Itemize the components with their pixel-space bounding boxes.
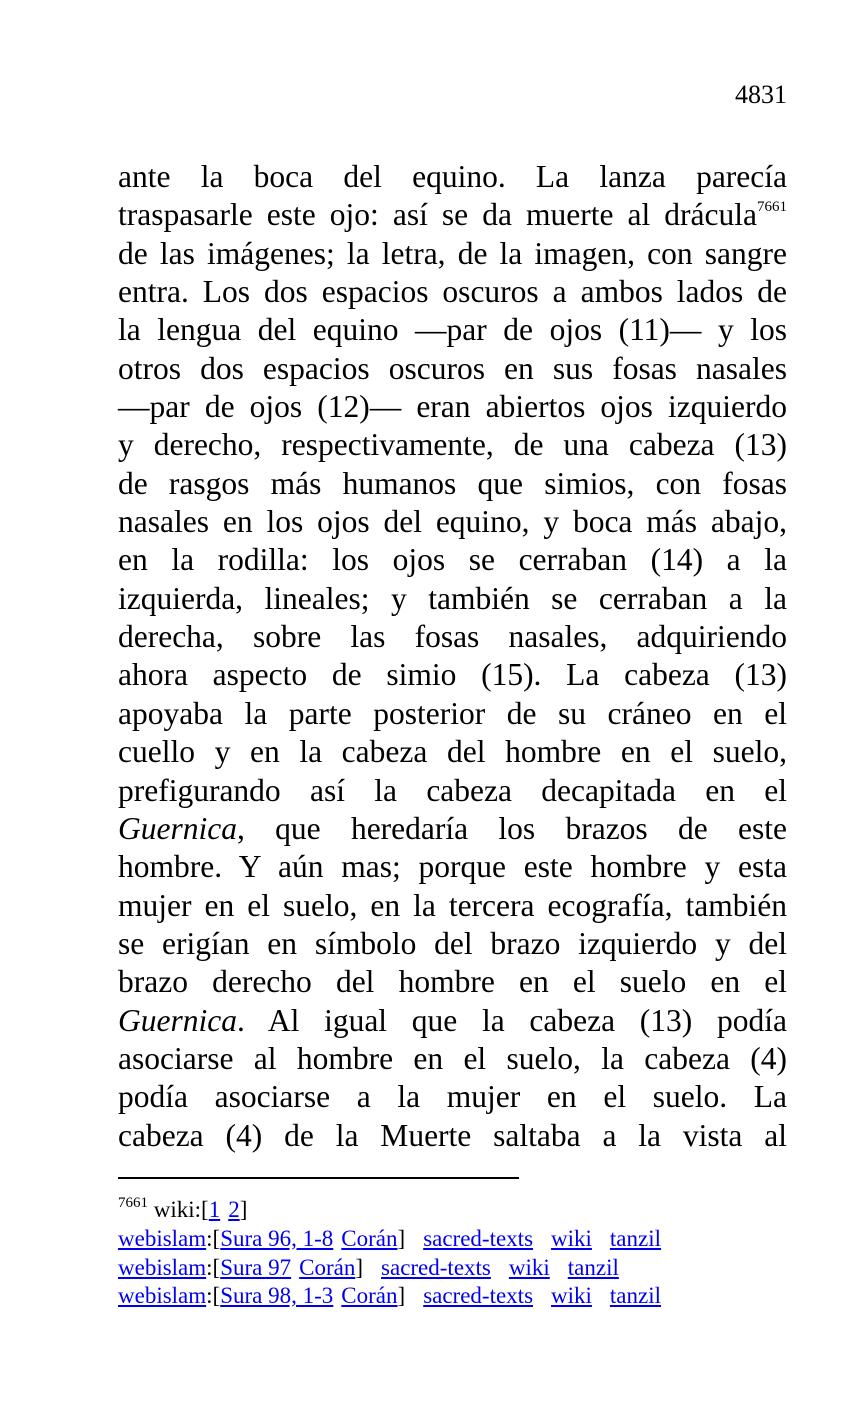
sura-link-3[interactable]: Sura 98, 1-3 (220, 1283, 334, 1309)
wiki-suffix: ] (239, 1197, 248, 1222)
text-line-25: podía asociarse a la mujer en el suelo. La (118, 1079, 787, 1115)
guernica-title-2: Guernica (118, 1002, 237, 1038)
text-line-15: apoyaba la parte posterior de su cráneo en el (118, 695, 787, 731)
footnote-header (118, 1193, 818, 1225)
text-line-14: ahora aspecto de simio (15). La cabeza (13) (118, 657, 787, 693)
page-number: 4831 (735, 80, 787, 109)
footnote-number: 7661 (118, 1195, 148, 1211)
text-line-3: de las imágenes; la letra, de la imagen, con sangre (118, 235, 787, 271)
wiki-link-1[interactable]: 1 (208, 1197, 221, 1222)
text-line-12: izquierda, lineales; y también se cerraban a la (118, 580, 787, 616)
footnote-row-2 (118, 1254, 818, 1283)
text-line-23 (118, 1002, 787, 1040)
text-line-5: la lengua del equino —par de ojos (11)— y los (118, 312, 787, 348)
text-line-9: de rasgos más humanos que simios, con fosas (118, 465, 787, 501)
tanzil-link-3[interactable]: tanzil (609, 1283, 662, 1309)
text-line-13: derecha, sobre las fosas nasales, adquiriendo (118, 619, 787, 655)
text-line-23-rest: . Al igual que la cabeza (13) podía (236, 1002, 787, 1038)
text-line-1: ante la boca del equino. La lanza parecía (118, 159, 787, 194)
bracket-close-1: ] (397, 1226, 406, 1251)
sacred-texts-link-1[interactable]: sacred-texts (423, 1226, 534, 1251)
sacred-texts-link-2[interactable]: sacred-texts (381, 1254, 491, 1280)
text-line-11: en la rodilla: los ojos se cerraban (14) a la (118, 542, 787, 578)
coran-link-1[interactable]: Corán (341, 1226, 398, 1251)
tanzil-link-1[interactable]: tanzil (609, 1226, 662, 1251)
text-line-4: entra. Los dos espacios oscuros a ambos lados de (118, 274, 787, 310)
guernica-title-1: Guernica (118, 810, 237, 846)
wiki-link-row-2[interactable]: wiki (508, 1254, 550, 1280)
footnote-row-1 (118, 1225, 818, 1254)
sura-link-2[interactable]: Sura 97 (220, 1254, 292, 1280)
bracket-close-3: ] (397, 1283, 406, 1309)
webislam-link-3[interactable]: webislam (118, 1283, 207, 1309)
text-line-6: otros dos espacios oscuros en sus fosas nasales (118, 350, 787, 386)
webislam-link-2[interactable]: webislam (118, 1254, 207, 1280)
text-line-8: y derecho, respectivamente, de una cabeza (13) (118, 427, 787, 463)
text-line-19: hombre. Y aún mas; porque este hombre y esta (118, 849, 787, 885)
text-line-17: prefigurando así la cabeza decapitada en el (118, 772, 787, 808)
coran-link-2[interactable]: Corán (299, 1254, 356, 1280)
text-line-2 (118, 196, 787, 234)
text-line-24: asociarse al hombre en el suelo, la cabeza (4) (118, 1040, 787, 1076)
wiki-prefix: wiki:[ (153, 1197, 209, 1222)
text-line-16: cuello y en la cabeza del hombre en el suelo, (118, 734, 787, 770)
text-line-10: nasales en los ojos del equino, y boca más abajo, (118, 504, 787, 540)
bracket-open-1: :[ (206, 1226, 221, 1251)
sacred-texts-link-3[interactable]: sacred-texts (423, 1283, 534, 1309)
text-line-7: —par de ojos (12)— eran abiertos ojos izquierdo (118, 389, 787, 425)
footnote-row-3 (118, 1282, 818, 1311)
text-line-22: brazo derecho del hombre en el suelo en el (118, 964, 787, 1000)
text-line-18 (118, 810, 787, 848)
bracket-close-2: ] (355, 1254, 364, 1280)
tanzil-link-2[interactable]: tanzil (567, 1254, 619, 1280)
wiki-link-row-1[interactable]: wiki (551, 1226, 592, 1251)
text-line-2-content: traspasarle este ojo: así se da muerte al drácula (118, 197, 757, 233)
bracket-open-3: :[ (206, 1283, 221, 1309)
text-line-21: se erigían en símbolo del brazo izquierdo y del (118, 925, 787, 961)
webislam-link-1[interactable]: webislam (118, 1226, 207, 1251)
text-line-18-rest: , que heredaría los brazos de este (236, 810, 787, 846)
body-text (118, 158, 787, 1155)
text-line-20: mujer en el suelo, en la tercera ecografía, también (118, 887, 787, 923)
wiki-link-2[interactable]: 2 (228, 1197, 240, 1222)
coran-link-3[interactable]: Corán (341, 1283, 398, 1309)
wiki-link-row-3[interactable]: wiki (551, 1283, 592, 1309)
bracket-open-2: :[ (206, 1254, 221, 1280)
text-line-26: cabeza (4) de la Muerte saltaba a la vista al (118, 1117, 787, 1153)
footnote-reference: 7661 (757, 199, 787, 216)
footnote-separator (118, 1177, 519, 1179)
sura-link-1[interactable]: Sura 96, 1-8 (220, 1226, 334, 1251)
footnotes (118, 1193, 818, 1311)
